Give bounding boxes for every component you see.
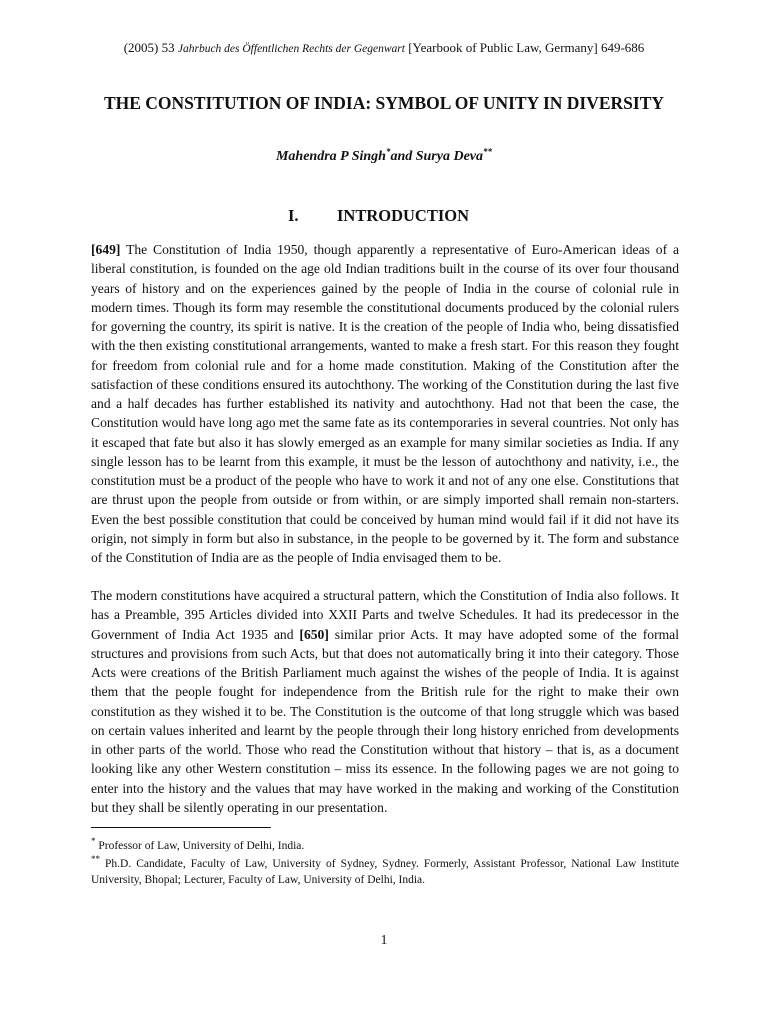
footnote-1-text: Professor of Law, University of Delhi, India. [95, 840, 305, 852]
author-first-footnote-mark: * [385, 146, 391, 157]
paragraph-1 [91, 240, 679, 567]
paper-title: THE CONSTITUTION OF INDIA: SYMBOL OF UNITY IN DIVERSITY [103, 93, 665, 113]
footnote-1 [91, 838, 679, 854]
authors-line [0, 148, 768, 166]
citation-prefix: (2005) 53 [123, 40, 175, 55]
footnote-1-mark: * [91, 836, 96, 847]
citation-suffix: [Yearbook of Public Law, Germany] 649-686 [408, 40, 645, 55]
section-title: INTRODUCTION [337, 206, 470, 225]
footnote-2-text: Ph.D. Candidate, Faculty of Law, University of Sydney, Sydney. Formerly, Assistant Professor, National Law Institute University, Bhopal; Lecturer, Faculty of Law, University of Delhi, India. [91, 858, 679, 886]
paragraph-2 [91, 586, 679, 817]
section-heading [288, 206, 469, 226]
citation-header [0, 40, 768, 57]
author-second-footnote-mark: ** [483, 146, 493, 157]
section-number: I. [288, 206, 299, 225]
footnote-2 [91, 856, 679, 888]
page-marker-650: [650] [299, 626, 329, 642]
page-marker-649: [649] [91, 242, 121, 257]
author-joiner: and Surya Deva [390, 149, 484, 164]
footnote-divider [91, 827, 271, 828]
paragraph-2-text-a: The modern constitutions have acquired a structural pattern, which the Constitution of India also follows. It has a Preamble, 395 Articles divided into XXII Parts and twelve Schedules. It had its predecessor in the Government of India Act 1935 and [91, 588, 679, 642]
journal-name: Jahrbuch des Öffentlichen Rechts der Gegenwart [177, 43, 405, 55]
page-number: 1 [380, 932, 388, 947]
paragraph-2-text-b: similar prior Acts. It may have adopted some of the formal structures and provisions from such Acts, but that does not automatically bring it into their category. Those Acts were creations of the British Parliament much against the wishes of the people of India. It is against them that the people fought for independence from the British rule for the right to make their own constitution as they wished it to be. The Constitution is the outcome of that long struggle which was based on certain values inherited and learnt by the people through their long history enriched from developments in other parts of the world. Those who read the Constitution without that history – that is, as a document looking like any other Western constitution – miss its essence. In the following pages we are not going to enter into the history and the values that may have worked in the making and working of the Constitution but they shall be silently operating in our presentation. [91, 626, 679, 815]
footnote-2-mark: ** [91, 854, 100, 865]
paragraph-1-text: The Constitution of India 1950, though apparently a representative of Euro-American ideas of a liberal constitution, is founded on the age old Indian traditions built in the course of its over four thousand years of history and on the experiences gained by the people of India in the course of colonial rule in modern times. Though its form may resemble the constitutional documents produced by the colonial rulers for governing the country, its spirit is native. It is the creation of the people of India who, being dissatisfied with the then existing constitutional arrangements, wanted to make a fresh start. For this reason they fought for freedom from colonial rule and for a home made constitution. Making of the Constitution after the satisfaction of these conditions ensured its autochthony. The working of the Constitution during the last five and a half decades has further established its nativity and autochthony. Had not that been the case, the Constitution would have long ago met the same fate as its contemporaries in several countries. Not only has it escaped that fate but also it has slowly emerged as an example for many similar societies as India. If any single lesson has to be learnt from this example, it must be the lesson of autochthony and nativity, i.e., the constitution must be a product of the people who have to work it and not of any one else. Constitutions that are thrust upon the people from outside or from within, or are simply imported shall remain non-starters. Even the best possible constitution that could be conceived by human mind would fail if it did not have its origin, not simply in form but also in substance, in the people to be governed by it. The form and substance of the Constitution of India are as the people of India envisaged them to be. [91, 242, 679, 565]
author-first: Mahendra P Singh [275, 149, 386, 164]
